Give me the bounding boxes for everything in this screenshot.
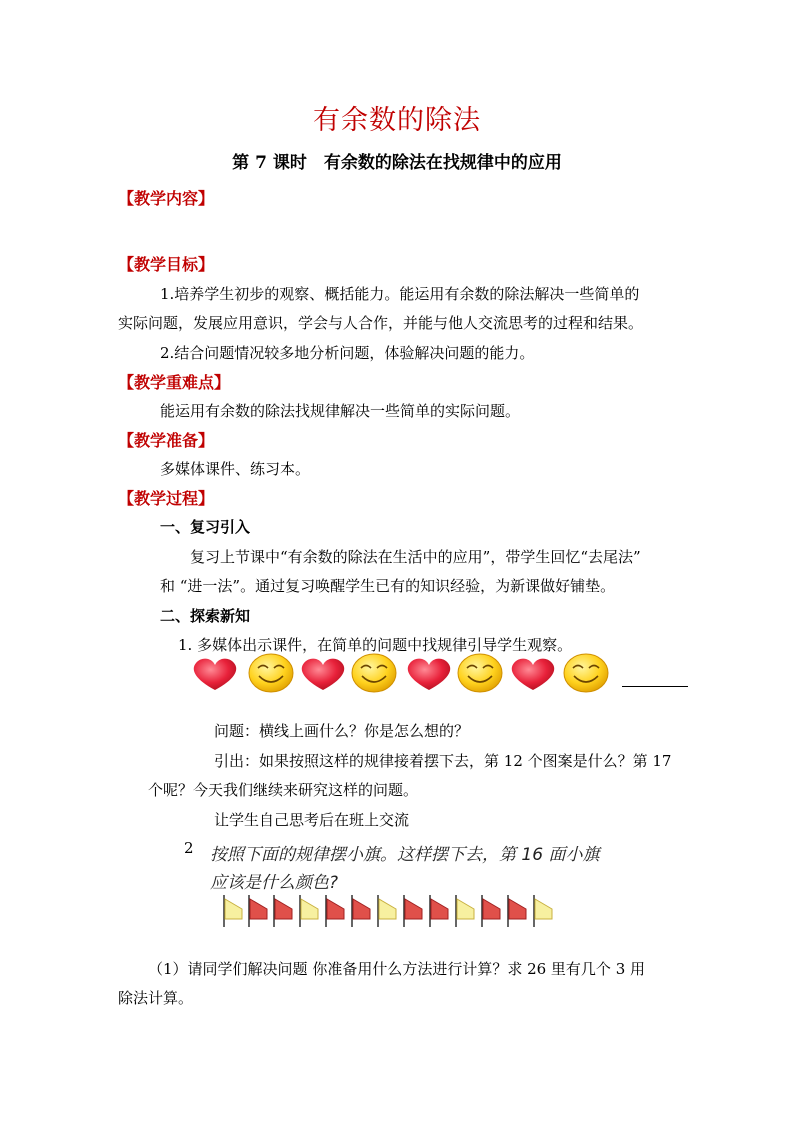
lead-line-2: 个呢？今天我们继续来研究这样的问题。 (148, 781, 419, 799)
heart-icon (408, 659, 450, 690)
flag-icon-red (249, 895, 267, 927)
item-2-number: 2 (184, 839, 194, 857)
smile-icon (458, 654, 502, 692)
flag-icon-yellow (378, 895, 396, 927)
page-subtitle: 第 7 课时 有余数的除法在找规律中的应用 (232, 153, 562, 173)
goal-1-line-2: 实际问题，发展应用意识，学会与人合作，并能与他人交流思考的过程和结果。 (118, 314, 644, 332)
flags-row (220, 893, 555, 929)
flag-icon-red (430, 895, 448, 927)
goal-2: 2.结合问题情况较多地分析问题，体验解决问题的能力。 (160, 344, 535, 362)
section-heading-goals: 【教学目标】 (118, 255, 215, 274)
part-2-heading: 二、探索新知 (160, 607, 251, 625)
heart-icon (512, 659, 554, 690)
section-heading-key: 【教学重难点】 (118, 373, 231, 392)
answer-blank-line (622, 686, 688, 687)
question-text: 问题：横线上画什么？你是怎么想的？ (214, 722, 470, 740)
flag-icon-red (482, 895, 500, 927)
smile-icon (352, 654, 396, 692)
key-points: 能运用有余数的除法找规律解决一些简单的实际问题。 (160, 402, 521, 420)
sub-question-1-line-1: （1）请同学们解决问题 你准备用什么方法进行计算？求 26 里有几个 3 用 (148, 960, 646, 978)
item-2-line-2: 应该是什么颜色? (210, 873, 339, 893)
smile-icon (249, 654, 293, 692)
discuss-text: 让学生自己思考后在班上交流 (214, 811, 410, 829)
flag-icon-red (352, 895, 370, 927)
page-title: 有余数的除法 (313, 105, 481, 136)
section-heading-process: 【教学过程】 (118, 489, 215, 508)
flag-icon-yellow (300, 895, 318, 927)
section-heading-prep: 【教学准备】 (118, 431, 215, 450)
flag-icon-red (508, 895, 526, 927)
section-heading-content: 【教学内容】 (118, 189, 215, 208)
flag-icon-red (326, 895, 344, 927)
flag-icon-red (404, 895, 422, 927)
item-1-text: 1. 多媒体出示课件，在简单的问题中找规律引导学生观察。 (178, 636, 573, 654)
flag-icon-yellow (224, 895, 242, 927)
heart-icon (194, 659, 236, 690)
smile-icon (564, 654, 608, 692)
lead-line-1: 引出：如果按照这样的规律接着摆下去，第 12 个图案是什么？第 17 (214, 752, 672, 770)
part-1-line-1: 复习上节课中“有余数的除法在生活中的应用”，带学生回忆“去尾法” (190, 548, 641, 566)
goal-1-line-1: 1.培养学生初步的观察、概括能力。能运用有余数的除法解决一些简单的 (160, 285, 640, 303)
item-2-line-1: 按照下面的规律摆小旗。这样摆下去，第 16 面小旗 (210, 845, 600, 865)
pattern-row (190, 652, 620, 696)
sub-question-1-line-2: 除法计算。 (118, 989, 194, 1007)
heart-icon (302, 659, 344, 690)
flag-icon-yellow (534, 895, 552, 927)
part-1-line-2: 和 “进一法”。通过复习唤醒学生已有的知识经验，为新课做好铺垫。 (160, 577, 616, 595)
flag-icon-red (274, 895, 292, 927)
part-1-heading: 一、复习引入 (160, 518, 251, 536)
flag-icon-yellow (456, 895, 474, 927)
preparation: 多媒体课件、练习本。 (160, 460, 311, 478)
